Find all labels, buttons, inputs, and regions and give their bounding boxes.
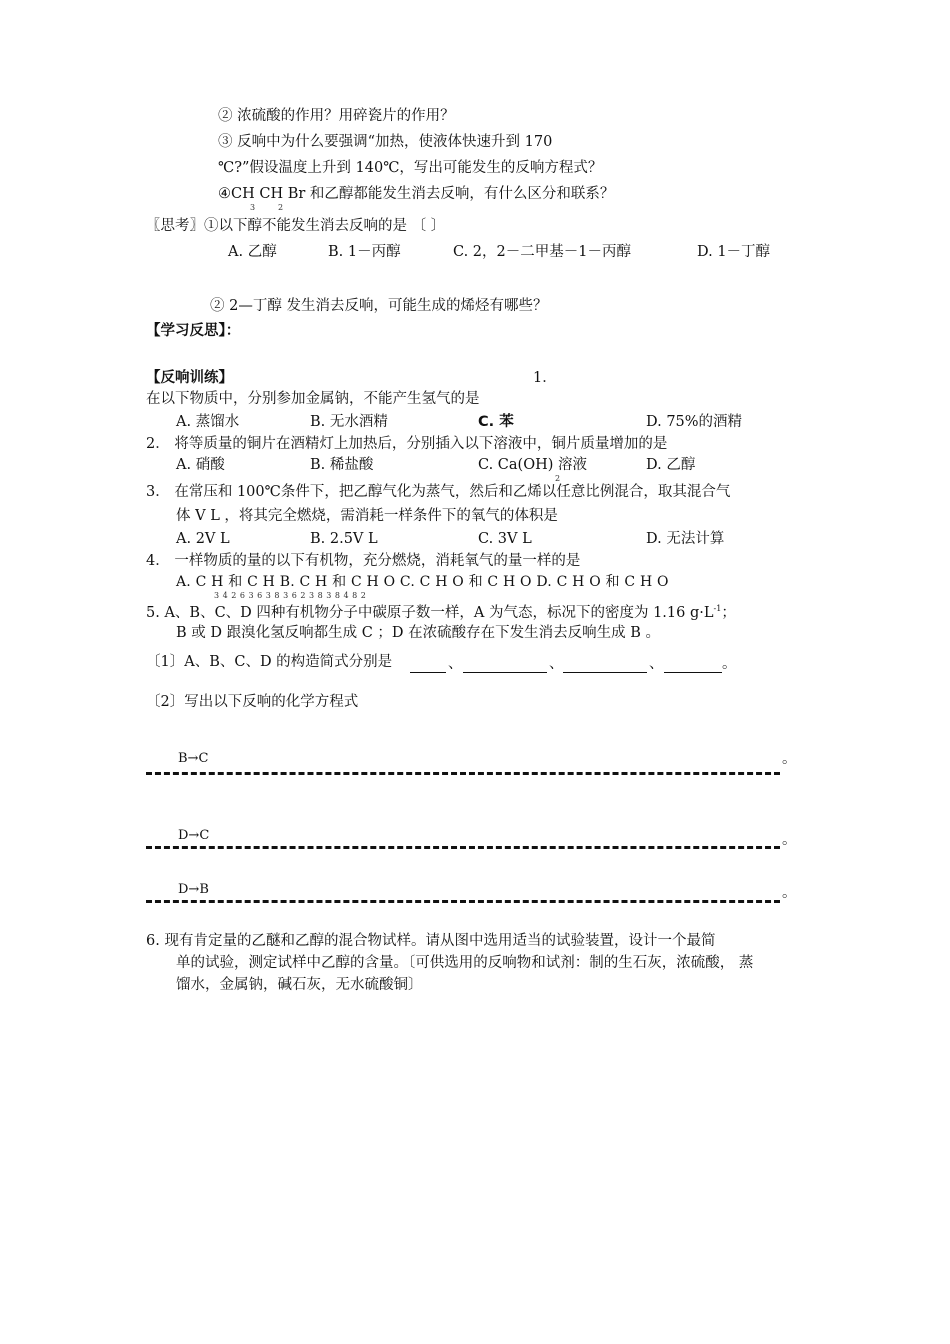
semicolon: ；: [721, 604, 736, 621]
answer-line-d-to-c[interactable]: [146, 846, 780, 849]
question-4-line: ④CH CH Br 和乙醇都能发生消去反响，有什么区分和联系？: [218, 186, 615, 202]
q1-option-d: D. 75%的酒精: [646, 414, 743, 430]
q4-options: A. C H 和 C H B. C H 和 C H O C. C H O 和 C H O D. C H O 和 C H O: [176, 574, 669, 590]
separator: 、: [549, 656, 564, 672]
question-1-text: 在以下物质中，分别参加金属钠，不能产生氢气的是: [146, 391, 480, 407]
question-5-body: 5. A、B、C、D 四种有机物分子中碳原子数一样，A 为气态，标况下的密度为 1.16 g·L: [146, 604, 714, 621]
answer-line-b-to-c[interactable]: [146, 772, 780, 775]
period: 。: [782, 751, 797, 767]
period: 。: [722, 656, 737, 672]
period: 。: [782, 885, 797, 901]
question-3-text: 3． 在常压和 100℃条件下，把乙醇气化为蒸气，然后和乙烯以任意比例混合，取其混合气: [146, 484, 731, 500]
question-3-line-2: ℃?”假设温度上升到 140℃，写出可能发生的反响方程式？: [218, 160, 603, 176]
separator: 、: [649, 656, 664, 672]
think-question: 〖思考〗①以下醇不能发生消去反响的是 〔 〕: [146, 218, 446, 234]
answer-blank-c[interactable]: [563, 672, 647, 673]
q1-option-b: B. 无水酒精: [310, 414, 388, 430]
question-3-line-1: ③ 反响中为什么要强调“加热，使液体快速升到 170: [218, 134, 553, 150]
q2-option-b: B. 稀盐酸: [310, 457, 374, 473]
q3-option-d: D. 无法计算: [646, 531, 725, 547]
question-1-number: 1．: [533, 370, 557, 386]
subscript-2: 2: [555, 474, 561, 483]
question-2-text: 2． 将等质量的铜片在酒精灯上加热后，分别插入以下溶液中，铜片质量增加的是: [146, 436, 668, 452]
answer-line-d-to-b[interactable]: [146, 900, 780, 903]
answer-blank-d[interactable]: [664, 672, 722, 673]
think-option-a: A. 乙醇: [228, 244, 277, 260]
question-5-part-2: 〔2〕写出以下反响的化学方程式: [146, 694, 359, 710]
answer-blank-a[interactable]: [410, 672, 446, 673]
think-question-2: ② 2—丁醇 发生消去反响，可能生成的烯烃有哪些？: [210, 298, 548, 314]
q1-option-a: A. 蒸馏水: [176, 414, 240, 430]
q4-subscripts: 3 4 2 6 3 6 3 8 3 6 2 3 8 3 8 4 8 2: [214, 591, 367, 600]
section-training: 【反响训练】: [146, 370, 233, 386]
q2-option-a: A. 硝酸: [176, 457, 225, 473]
section-reflection: 【学习反思】：: [146, 323, 241, 339]
equation-label-b-to-c: B→C: [178, 751, 209, 766]
answer-blank-b[interactable]: [463, 672, 547, 673]
equation-label-d-to-b: D→B: [178, 882, 209, 897]
question-5-part-1: 〔1〕A、B、C、D 的构造简式分别是: [146, 654, 393, 670]
subscript-3: 3: [250, 203, 256, 212]
question-4-text: 4． 一样物质的量的以下有机物，充分燃烧，消耗氧气的量一样的是: [146, 553, 581, 569]
think-option-d: D. 1－丁醇: [697, 244, 771, 260]
q3-option-b: B. 2.5V L: [310, 531, 378, 547]
question-5-text: [146, 600, 736, 622]
question-6-line-1: 6. 现有肯定量的乙醚和乙醇的混合物试样。请从图中选用适当的试验装置，设计一个最简: [146, 933, 716, 949]
question-6-line-3: 馏水，金属钠，碱石灰，无水硫酸铜〕: [176, 977, 423, 993]
q2-option-c: C. Ca(OH) 溶液: [478, 457, 587, 473]
subscript-2: 2: [278, 203, 284, 212]
equation-label-d-to-c: D→C: [178, 828, 210, 843]
q2-option-d: D. 乙醇: [646, 457, 696, 473]
question-5-text-2: B 或 D 跟溴化氢反响都生成 C ；D 在浓硫酸存在下发生消去反响生成 B 。: [176, 625, 661, 641]
question-6-line-2: 单的试验，测定试样中乙醇的含量。〔可供选用的反响物和试剂：制的生石灰，浓硫酸， 蒸: [176, 955, 754, 971]
think-option-c: C. 2，2－二甲基－1－丙醇: [453, 244, 631, 260]
question-3-text-2: 体 V L ，将其完全燃烧，需消耗一样条件下的氧气的体积是: [176, 508, 558, 524]
q1-option-c: C. 苯: [478, 414, 514, 430]
q3-option-c: C. 3V L: [478, 531, 532, 547]
think-option-b: B. 1－丙醇: [328, 244, 401, 260]
question-2-line: ② 浓硫酸的作用？用碎瓷片的作用？: [218, 108, 455, 124]
superscript-minus-1: -1: [713, 604, 722, 613]
q3-option-a: A. 2V L: [176, 531, 230, 547]
separator: 、: [448, 656, 463, 672]
period: 。: [782, 832, 797, 848]
